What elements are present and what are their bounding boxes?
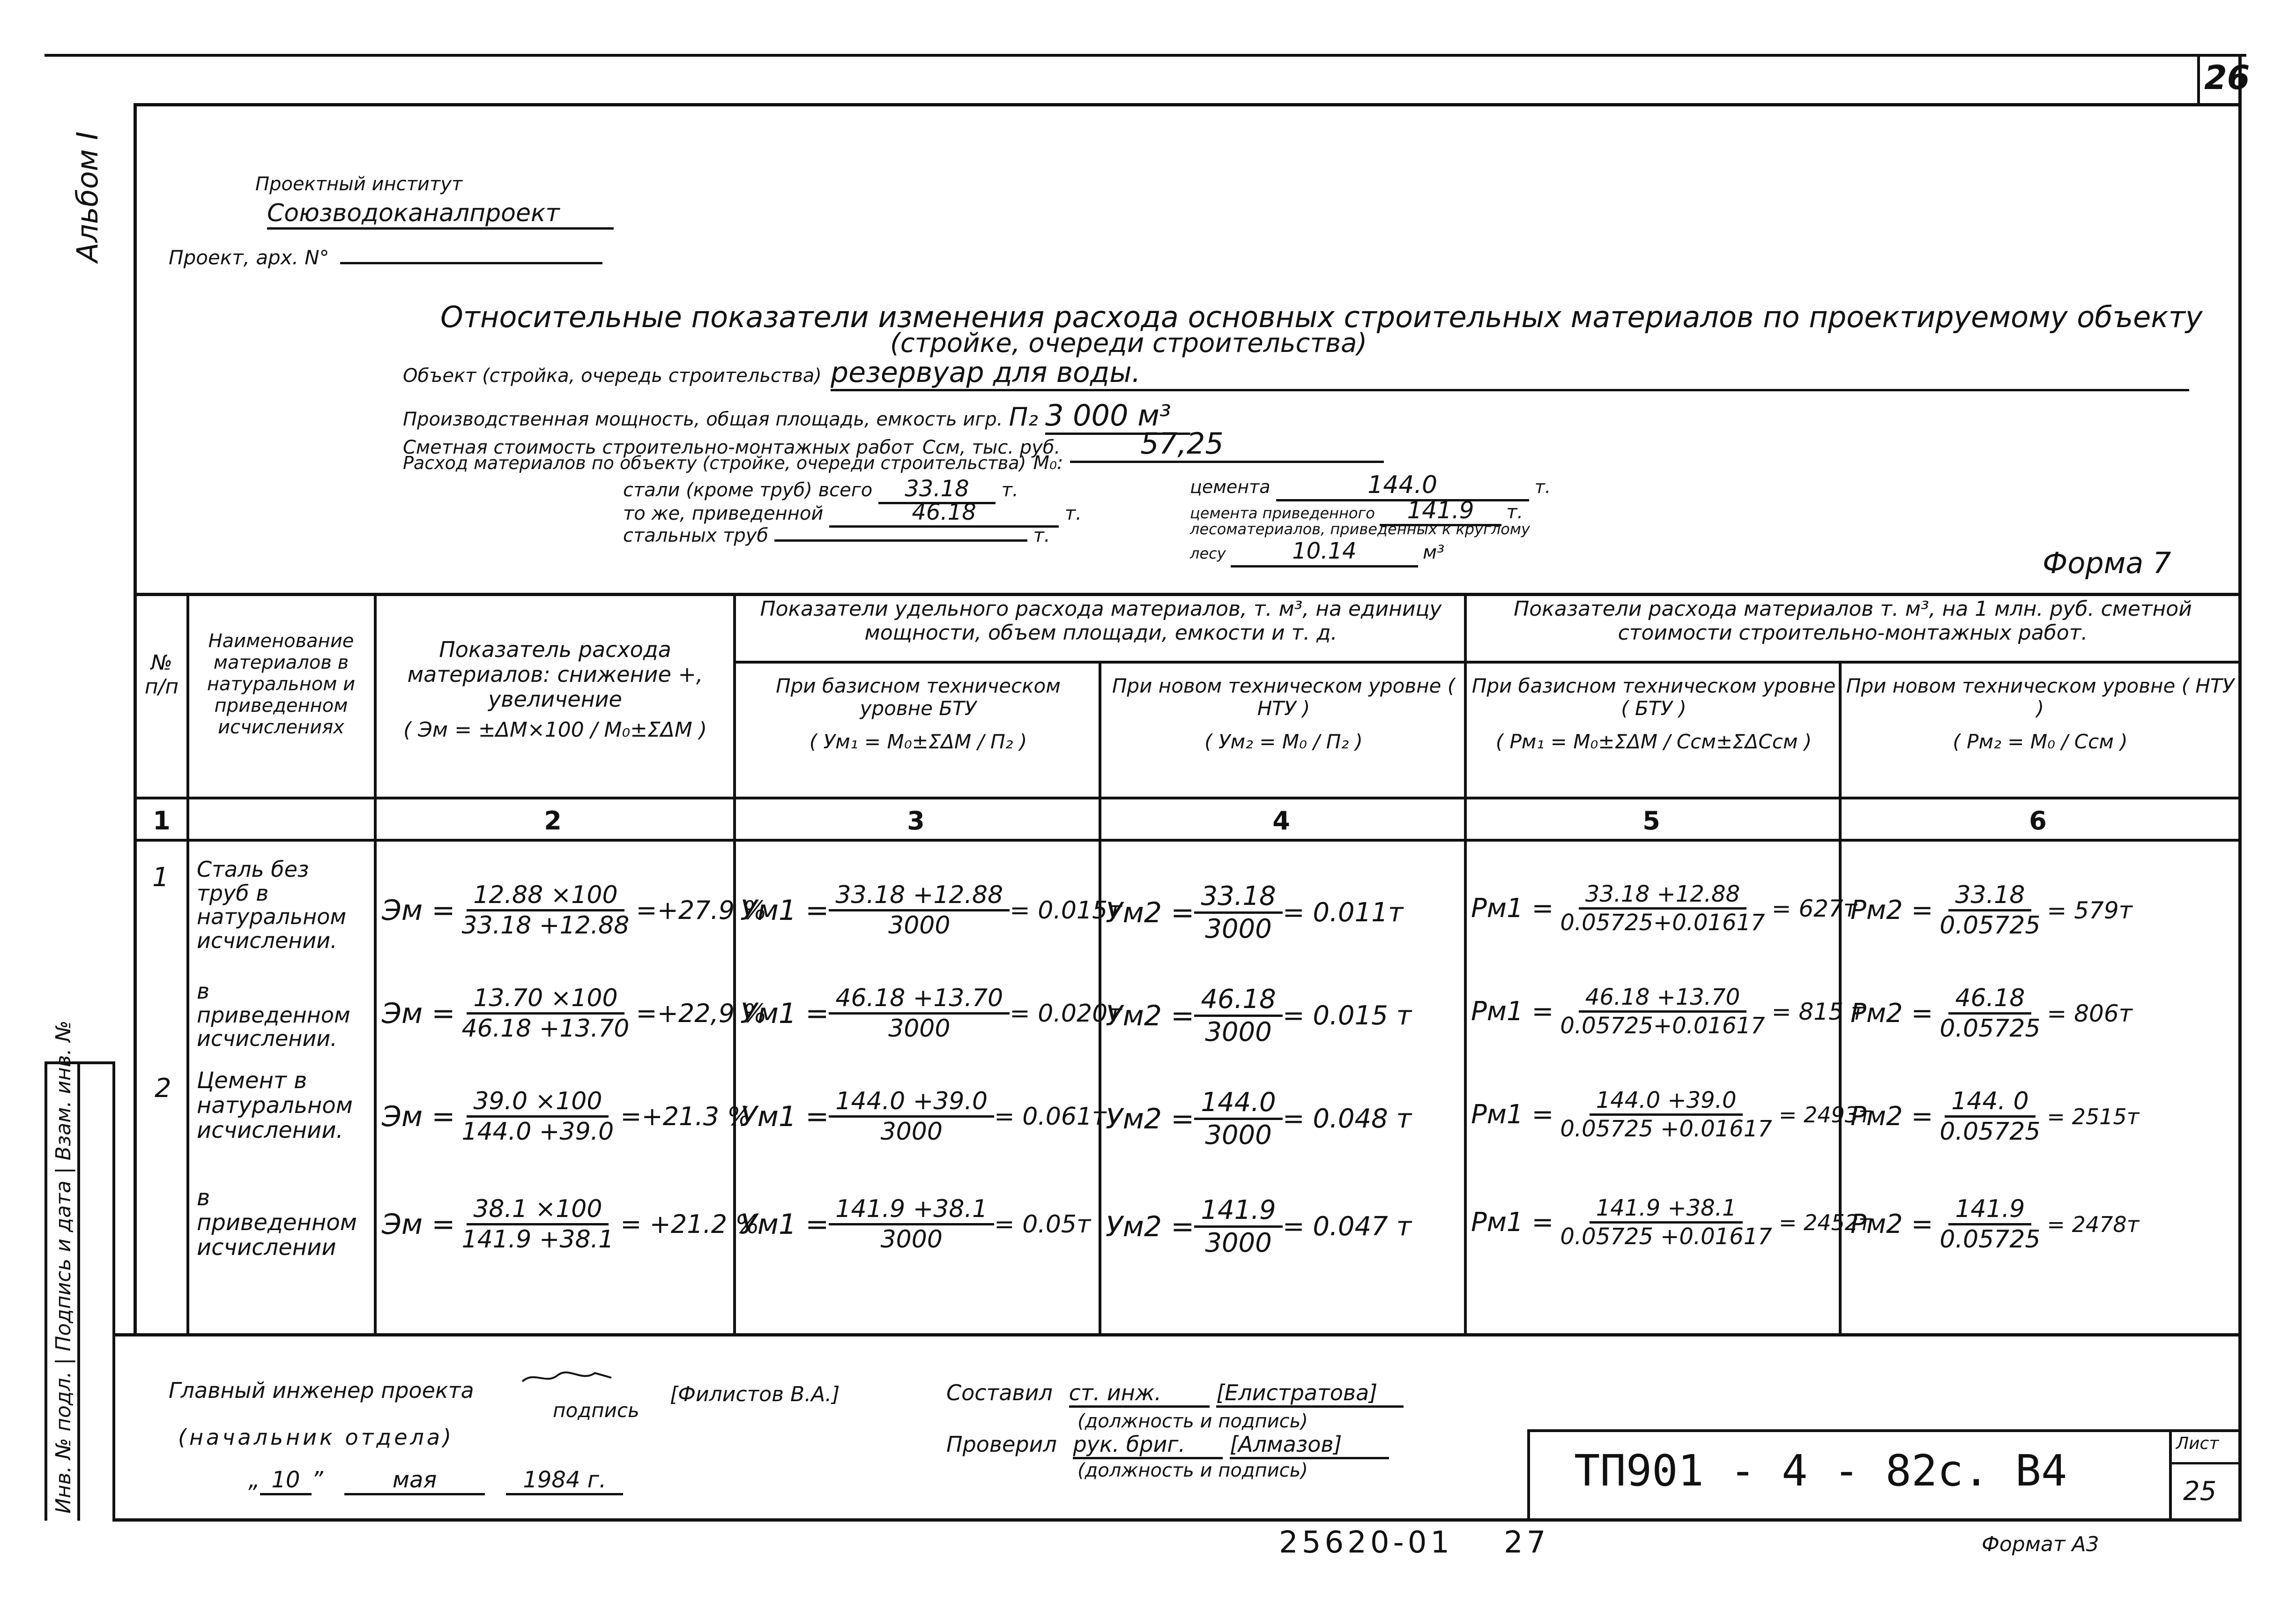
p2-den: 0.05725	[1939, 1225, 2041, 1254]
cell-p2	[1850, 984, 2133, 1043]
bottom-page: 27	[1504, 1525, 1550, 1560]
p1-num: 46.18 +13.70	[1579, 984, 1746, 1013]
u1-symbol: Ум1 =	[740, 894, 829, 927]
e-num: 38.1 ×100	[467, 1195, 609, 1225]
stamp-strip-mid	[77, 1061, 80, 1521]
frame-left	[134, 103, 137, 595]
code-box-sheet-divider	[2169, 1429, 2172, 1521]
row-name: Сталь без труб в натуральном исчислении.	[197, 857, 347, 953]
table-row	[0, 858, 2296, 970]
project-label-text: Проект, арх. N°	[169, 246, 329, 269]
object-row	[403, 356, 2189, 391]
colnum-3: 3	[907, 806, 925, 836]
p2-symbol: Рм2 =	[1850, 998, 1933, 1029]
cement-reduced-unit: т.	[1506, 501, 1523, 523]
u2-den: 3000	[1205, 1120, 1272, 1150]
project-label	[169, 246, 602, 269]
sheet-box-left	[2197, 54, 2200, 105]
hdr-indicator	[382, 637, 728, 742]
p2-num: 46.18	[1948, 984, 2031, 1015]
consumption-label: Расход материалов по объекту (стройке, очереди строительства)	[403, 453, 1026, 473]
table-row	[0, 1186, 2296, 1279]
steel-pipes-label: стальных труб	[623, 525, 769, 546]
stamp-strip-right	[112, 1061, 115, 1521]
chief-engineer	[169, 1378, 474, 1403]
hdr-bty-money-formula: ( Рм₁ = М₀±ΣΔМ / Ссм±ΣΔСсм )	[1495, 730, 1812, 753]
u1-num: 141.9 +38.1	[829, 1195, 994, 1225]
cell-p1	[1471, 881, 1857, 936]
p1-symbol: Рм1 =	[1471, 996, 1554, 1027]
e-num: 12.88 ×100	[467, 881, 624, 911]
u2-symbol: Ум2 =	[1106, 1210, 1195, 1243]
p2-res: = 579т	[2047, 896, 2133, 924]
hdr-bty-specific-text: При базисном техническом уровне БТУ	[776, 674, 1061, 720]
u2-num: 46.18	[1194, 984, 1282, 1017]
u1-symbol: Ум1 =	[740, 1100, 829, 1133]
p1-num: 144.0 +39.0	[1590, 1087, 1743, 1116]
sheet-label: Лист	[2176, 1434, 2219, 1453]
hdr-nty-specific-text: При новом техническом уровне ( НТУ )	[1112, 674, 1456, 720]
table-row	[0, 1068, 2296, 1162]
row-name: в приведенном исчислении	[197, 1185, 357, 1261]
colnum-4: 4	[1272, 806, 1290, 836]
u2-num: 33.18	[1194, 881, 1282, 914]
cell-e	[382, 881, 767, 940]
p2-symbol: Рм2 =	[1850, 1209, 1933, 1239]
timber-value: 10.14	[1231, 538, 1418, 567]
p1-res: = 815 т	[1771, 998, 1865, 1025]
chief-signature-mark	[520, 1368, 614, 1387]
p2-symbol: Рм2 =	[1850, 1101, 1933, 1132]
e-den: 46.18 +13.70	[461, 1015, 630, 1043]
institute-name: Союзводоканалпроект	[267, 199, 614, 230]
object-value: резервуар для воды.	[831, 356, 2189, 391]
e-symbol: Эм =	[382, 894, 455, 927]
chief-signature-caption: подпись	[553, 1399, 639, 1422]
u2-res: = 0.048 т	[1282, 1104, 1412, 1134]
cell-e	[382, 1195, 759, 1254]
date-row: „ 10 ” мая 1984 г.	[248, 1467, 623, 1495]
u1-symbol: Ум1 =	[740, 1208, 829, 1241]
cell-u2	[1106, 1087, 1412, 1150]
hdr-group-money: Показатели расхода материалов т. м³, на 1 млн. руб. сметной стоимости строительно-монтажных работ.	[1514, 597, 2192, 645]
checked-caption: (должность и подпись)	[1077, 1460, 1308, 1481]
p1-num: 141.9 +38.1	[1590, 1195, 1743, 1224]
capacity-value: 3 000 м³	[1045, 398, 1190, 435]
colnum-2: 2	[544, 806, 562, 836]
frame-bottom	[112, 1518, 2242, 1522]
cell-u1	[740, 984, 1122, 1043]
row-num: 2	[155, 1073, 171, 1104]
checked-label: Проверил	[946, 1432, 1057, 1457]
hdr-bty-specific	[740, 675, 1096, 753]
u2-den: 3000	[1205, 1228, 1272, 1258]
side-stamp: Инв. № подл. | Подпись и дата | Взам. инв. №	[52, 1020, 75, 1514]
title-line1: Относительные показатели изменения расхода основных строительных материалов по проектируемому объекту	[440, 300, 2203, 334]
table-top	[134, 593, 2242, 596]
e-symbol: Эм =	[382, 997, 455, 1030]
table-head-bottom	[134, 797, 2242, 799]
steel-total-value: 33.18	[878, 476, 996, 504]
p1-symbol: Рм1 =	[1471, 1099, 1554, 1130]
hdr-indicator-formula: ( Эм = ±ΔМ×100 / М₀±ΣΔМ )	[403, 717, 707, 742]
sheet-number: 26	[2204, 59, 2250, 97]
checked-row	[946, 1432, 1389, 1459]
row-name: Цемент в натуральном исчислении.	[197, 1068, 353, 1143]
u2-res: = 0.015 т	[1282, 1000, 1412, 1031]
u2-symbol: Ум2 =	[1106, 1102, 1195, 1135]
timber-row	[1190, 520, 1546, 567]
cell-u2	[1106, 1195, 1412, 1258]
e-symbol: Эм =	[382, 1100, 455, 1133]
e-den: 141.9 +38.1	[461, 1225, 614, 1254]
u2-res: = 0.011т	[1282, 897, 1404, 928]
e-res: =+27.9 %	[636, 896, 767, 925]
p1-den: 0.05725+0.01617	[1560, 1013, 1765, 1039]
u1-res: = 0.015т	[1010, 896, 1122, 925]
hdr-nty-money-formula: ( Рм₂ = М₀ / Ссм )	[1953, 730, 2128, 753]
cement-label: цемента	[1190, 477, 1271, 497]
u1-num: 144.0 +39.0	[829, 1087, 994, 1118]
hdr-nty-money-text: При новом техническом уровне ( НТУ )	[1846, 674, 2235, 720]
cell-e	[382, 984, 767, 1043]
steel-reduced-label: то же, приведенной	[623, 503, 824, 524]
p1-res: = 627т	[1771, 895, 1857, 922]
p2-symbol: Рм2 =	[1850, 895, 1933, 926]
timber-unit: м³	[1423, 542, 1445, 564]
e-res: = +21.2 %	[620, 1209, 759, 1239]
p1-res: = 2452т	[1778, 1209, 1871, 1235]
compiled-value: ст. инж.	[1069, 1380, 1210, 1408]
colnum-5: 5	[1642, 806, 1660, 836]
hdr-nty-specific-formula: ( Ум₂ = М₀ / П₂ )	[1204, 730, 1363, 753]
cell-u2	[1106, 881, 1403, 944]
colnum-6: 6	[2029, 806, 2047, 836]
cell-e	[382, 1087, 751, 1146]
cell-u1	[740, 1087, 1106, 1146]
steel-total-unit: т.	[1001, 479, 1018, 501]
e-res: =+21.3 %	[620, 1102, 751, 1131]
p2-num: 33.18	[1948, 881, 2031, 911]
row-name: в приведенном исчислении.	[197, 978, 350, 1052]
hdr-indicator-text: Показатель расхода материалов: снижение +, увеличение	[407, 637, 703, 712]
u2-res: = 0.047 т	[1282, 1211, 1412, 1242]
code-box-top	[1527, 1429, 2242, 1432]
dept-head-label: (начальник отдела)	[178, 1425, 454, 1450]
u1-den: 3000	[880, 1225, 943, 1254]
sheet-value: 25	[2183, 1476, 2217, 1507]
compiled-name: [Елистратова]	[1216, 1380, 1404, 1408]
cell-p1	[1471, 1195, 1871, 1250]
table-colnum-bottom	[134, 839, 2242, 842]
e-num: 13.70 ×100	[467, 984, 624, 1015]
checked-value: рук. бриг.	[1073, 1432, 1223, 1459]
form-label: Форма 7	[2043, 546, 2171, 580]
stamp-strip-left	[45, 1061, 47, 1521]
u1-num: 33.18 +12.88	[829, 881, 1010, 911]
cost-label: Сметная стоимость строительно-монтажных работ	[403, 437, 914, 458]
table-bottom	[112, 1333, 2242, 1336]
date-month: мая	[344, 1467, 485, 1495]
e-den: 144.0 +39.0	[461, 1118, 614, 1146]
compiled-row	[946, 1380, 1404, 1408]
p1-den: 0.05725 +0.01617	[1560, 1224, 1772, 1250]
hdr-bty-money	[1471, 675, 1836, 753]
cost-value: 57,25	[1070, 426, 1384, 463]
cement-reduced-label: цемента приведенного	[1190, 504, 1375, 522]
p2-num: 141.9	[1948, 1195, 2031, 1225]
code-box-sheet-line	[2169, 1462, 2242, 1464]
cell-p1	[1471, 984, 1865, 1039]
cell-u2	[1106, 984, 1412, 1047]
e-num: 39.0 ×100	[467, 1087, 609, 1118]
consumption-row	[403, 452, 1063, 474]
cell-p1	[1471, 1087, 1871, 1142]
row-num: 1	[152, 862, 169, 893]
cement-unit: т.	[1534, 477, 1551, 497]
date-year: 1984 г.	[506, 1467, 623, 1495]
p1-res: = 2493т	[1778, 1102, 1871, 1127]
object-label: Объект (стройка, очередь строительства)	[403, 365, 822, 387]
code-box-left	[1527, 1429, 1530, 1521]
u2-den: 3000	[1205, 1017, 1272, 1047]
u2-num: 141.9	[1194, 1195, 1282, 1228]
chief-name: [Филистов В.А.]	[670, 1382, 840, 1406]
cement-value: 144.0	[1276, 471, 1529, 501]
title-line2: (стройке, очереди строительства)	[890, 328, 1367, 358]
hdr-name: Наименование материалов в натуральном и приведенном исчислениях	[207, 630, 356, 738]
u1-den: 3000	[880, 1118, 943, 1146]
steel-pipes-row	[623, 525, 1050, 546]
timber-label: лесоматериалов, приведенных к круглому лесу	[1190, 520, 1530, 563]
u1-res: = 0.061т	[994, 1102, 1107, 1131]
steel-reduced-row	[623, 499, 1082, 528]
p1-symbol: Рм1 =	[1471, 1207, 1554, 1238]
u1-symbol: Ум1 =	[740, 997, 829, 1030]
u1-den: 3000	[888, 911, 951, 940]
e-res: =+22,9 %	[636, 999, 767, 1028]
steel-pipes-value	[774, 539, 1027, 542]
steel-reduced-value: 46.18	[829, 499, 1059, 528]
album-label: Альбом I	[70, 131, 104, 262]
steel-total-label: стали (кроме труб) всего	[623, 479, 873, 501]
hdr-nty-specific	[1106, 675, 1462, 753]
checked-name: [Алмазов]	[1230, 1432, 1389, 1459]
p2-num: 144. 0	[1945, 1087, 2035, 1118]
p1-symbol: Рм1 =	[1471, 893, 1554, 924]
date-day: 10	[260, 1467, 312, 1495]
hdr-num: № п/п	[144, 651, 179, 699]
chief-signature	[520, 1368, 614, 1387]
u2-num: 144.0	[1194, 1087, 1282, 1120]
e-symbol: Эм =	[382, 1208, 455, 1241]
cell-u1	[740, 1195, 1091, 1254]
cement-reduced-value: 141.9	[1380, 497, 1501, 526]
colnum-1: 1	[153, 806, 171, 836]
u2-den: 3000	[1205, 914, 1272, 944]
chief-engineer-label: Главный инженер проекта	[169, 1378, 474, 1403]
e-den: 33.18 +12.88	[461, 911, 630, 940]
steel-pipes-unit: т.	[1033, 525, 1050, 546]
hdr-nty-money	[1846, 675, 2235, 753]
p2-den: 0.05725	[1939, 1015, 2041, 1043]
compiled-caption: (должность и подпись)	[1077, 1411, 1308, 1432]
cell-p2	[1850, 1087, 2139, 1146]
p2-den: 0.05725	[1939, 1118, 2041, 1146]
institute-label: Проектный институт	[255, 173, 463, 195]
u1-res: = 0.020т	[1010, 999, 1122, 1028]
p1-den: 0.05725+0.01617	[1560, 910, 1765, 936]
p2-res: = 2515т	[2047, 1104, 2140, 1129]
u1-den: 3000	[888, 1015, 951, 1043]
consumption-symbol: М₀:	[1033, 452, 1063, 474]
top-rule	[45, 54, 2246, 57]
table-row	[0, 979, 2296, 1064]
u2-symbol: Ум2 =	[1106, 896, 1195, 929]
doc-code: ТП901 - 4 - 82с. В4	[1574, 1446, 2067, 1496]
p1-den: 0.05725 +0.01617	[1560, 1116, 1772, 1142]
p2-res: = 2478т	[2047, 1211, 2140, 1237]
table-subhead-line	[733, 661, 2242, 664]
p2-res: = 806т	[2047, 1000, 2133, 1027]
frame-right	[2238, 54, 2242, 1521]
u1-res: = 0.05т	[994, 1210, 1091, 1239]
hdr-group-specific: Показатели удельного расхода материалов, т. м³, на единицу мощности, объем площади, емкости и т. д.	[760, 597, 1442, 645]
u2-symbol: Ум2 =	[1106, 999, 1195, 1032]
compiled-label: Составил	[946, 1380, 1053, 1405]
cell-p2	[1850, 881, 2133, 940]
hdr-bty-money-text: При базисном техническом уровне ( БТУ )	[1471, 674, 1836, 720]
cost-symbol: Ссм, тыс. руб.	[922, 437, 1061, 458]
format-label: Формат А3	[1982, 1532, 2099, 1556]
bottom-code: 25620-01	[1279, 1525, 1454, 1560]
frame-top	[134, 103, 2242, 106]
steel-reduced-unit: т.	[1064, 503, 1082, 524]
cell-u1	[740, 881, 1122, 940]
p2-den: 0.05725	[1939, 911, 2041, 940]
hdr-bty-specific-formula: ( Ум₁ = М₀±ΣΔМ / П₂ )	[809, 730, 1027, 753]
cell-p2	[1850, 1195, 2139, 1254]
p1-num: 33.18 +12.88	[1579, 881, 1746, 910]
u1-num: 46.18 +13.70	[829, 984, 1010, 1015]
capacity-label: Производственная мощность, общая площадь, емкость игр.	[403, 409, 1003, 430]
capacity-symbol: П₂	[1009, 402, 1038, 432]
